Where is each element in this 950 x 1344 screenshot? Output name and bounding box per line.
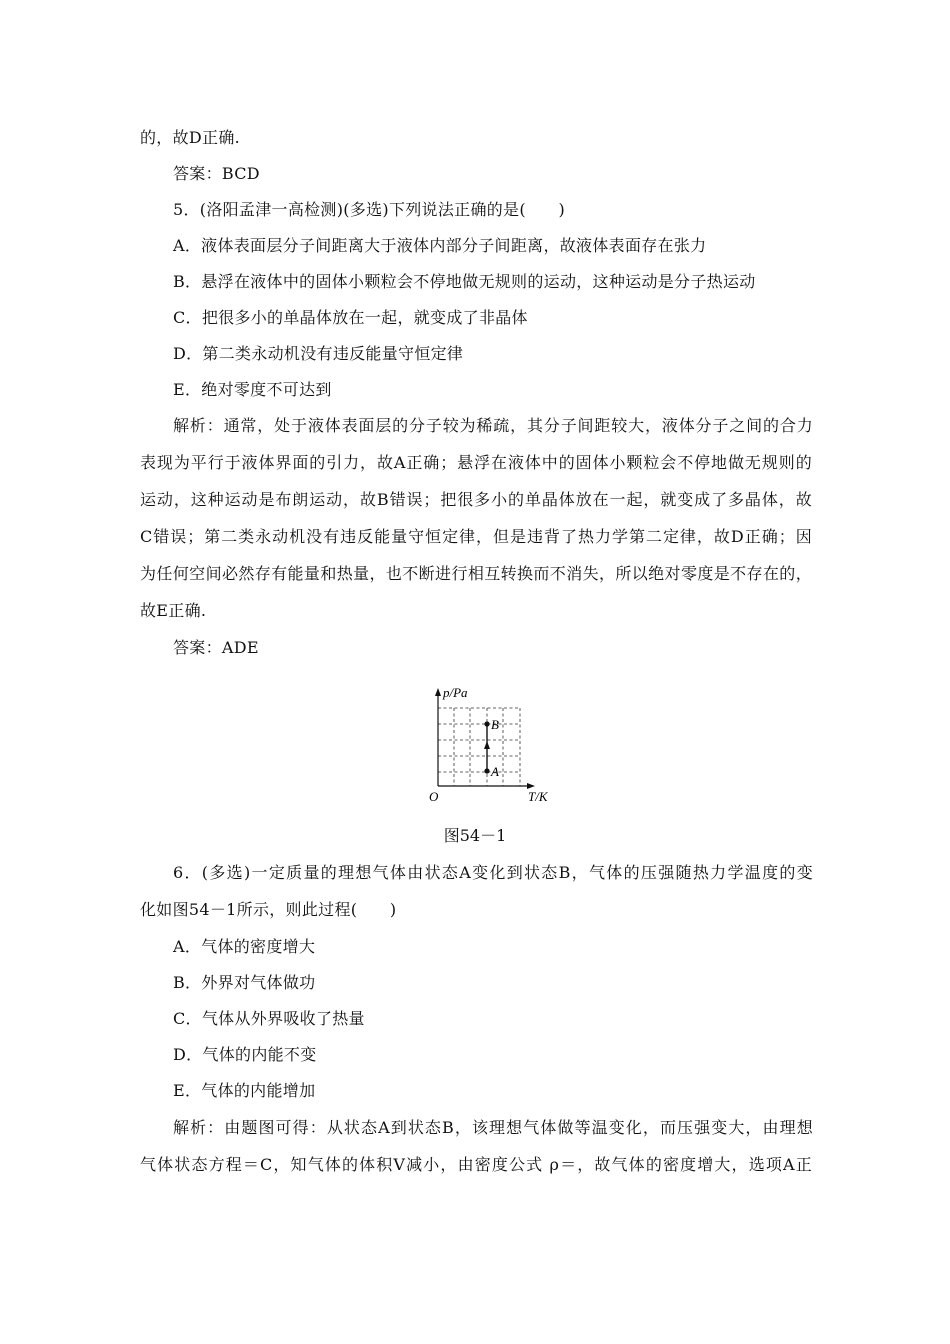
- explanation-line: 气体状态方程＝C，知气体的体积V减小，由密度公式 ρ＝，故气体的密度增大，选项A正: [140, 1155, 812, 1174]
- y-axis-label: p/Pa: [443, 686, 468, 700]
- point-b-label: B: [491, 717, 499, 732]
- question-6-stem: 化如图54－1所示，则此过程( ): [140, 900, 397, 919]
- option-c: C．把很多小的单晶体放在一起，就变成了非晶体: [173, 308, 528, 327]
- x-axis-label: T/K: [528, 789, 548, 804]
- explanation-line: 解析：由题图可得：从状态A到状态B，该理想气体做等温变化，而压强变大，由理想: [173, 1118, 813, 1137]
- option-c: C．气体从外界吸收了热量: [173, 1009, 365, 1028]
- explanation-line: 为任何空间必然存有能量和热量，也不断进行相互转换而不消失，所以绝对零度是不存在的，: [140, 564, 812, 583]
- option-a: A．液体表面层分子间距离大于液体内部分子间距离，故液体表面存在张力: [173, 236, 707, 255]
- figure-caption: 图54－1: [443, 826, 507, 845]
- option-d: D．第二类永动机没有违反能量守恒定律: [173, 344, 464, 363]
- answer-line: 答案：ADE: [173, 638, 259, 657]
- p-axis-arrow-icon: [435, 688, 441, 696]
- option-e: E．气体的内能增加: [173, 1081, 316, 1100]
- explanation-line: C错误；第二类永动机没有违反能量守恒定律，但是违背了热力学第二定律，故D正确；因: [140, 527, 812, 546]
- p-t-graph: [425, 686, 565, 808]
- option-b: B．外界对气体做功: [173, 973, 316, 992]
- p-t-graph-svg: [425, 686, 565, 808]
- option-b: B．悬浮在液体中的固体小颗粒会不停地做无规则的运动，这种运动是分子热运动: [173, 272, 756, 291]
- explanation-line: 解析：通常，处于液体表面层的分子较为稀疏，其分子间距较大，液体分子之间的合力: [173, 416, 813, 435]
- question-5-stem: 5．(洛阳孟津一高检测)(多选)下列说法正确的是( ): [173, 200, 566, 219]
- question-6-stem: 6．(多选)一定质量的理想气体由状态A变化到状态B，气体的压强随热力学温度的变: [173, 863, 813, 882]
- text-line: 的，故D正确.: [140, 128, 241, 147]
- answer-line: 答案：BCD: [173, 164, 260, 183]
- point-a: [484, 768, 489, 773]
- process-arrow-icon: [484, 741, 490, 749]
- origin-label: O: [429, 789, 439, 804]
- explanation-line: 表现为平行于液体界面的引力，故A正确；悬浮在液体中的固体小颗粒会不停地做无规则的: [140, 453, 812, 472]
- explanation-line: 运动，这种运动是布朗运动，故B错误；把很多小的单晶体放在一起，就变成了多晶体，故: [140, 490, 812, 509]
- point-b: [484, 721, 489, 726]
- grid: [438, 708, 520, 786]
- option-d: D．气体的内能不变: [173, 1045, 317, 1064]
- point-a-label: A: [491, 764, 499, 779]
- explanation-line: 故E正确.: [140, 601, 207, 620]
- option-a: A．气体的密度增大: [173, 937, 316, 956]
- option-e: E．绝对零度不可达到: [173, 380, 332, 399]
